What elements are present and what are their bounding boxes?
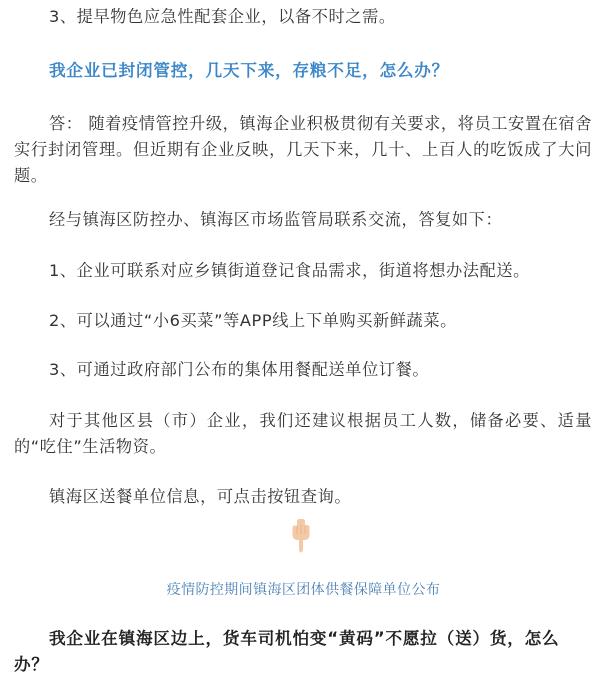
- prepare-item-3: 3、提早物色应急性配套企业，以备不时之需。: [49, 7, 396, 26]
- pointing-down-hand-icon: [289, 519, 313, 553]
- answer-item-1: 1、企业可联系对应乡镇街道登记食品需求，街道将想办法配送。: [49, 261, 530, 280]
- answer-item-2: 2、可以通过“小6买菜”等APP线上下单购买新鲜蔬菜。: [49, 311, 457, 330]
- answer-contact-paragraph: 经与镇海区防控办、镇海区市场监管局联系交流，答复如下：: [49, 210, 503, 229]
- answer-intro-paragraph: 答： 随着疫情管控升级，镇海企业积极贯彻有关要求，将员工安置在宿舍实行封闭管理。但近期有企业反映，几天下来，几十、上百人的吃饭成了大问题。: [14, 114, 592, 185]
- answer-lookup-paragraph: 镇海区送餐单位信息，可点击按钮查询。: [49, 487, 352, 506]
- answer-item-3: 3、可通过政府部门公布的集体用餐配送单位订餐。: [49, 360, 430, 379]
- question-2-heading: 我企业在镇海区边上，货车司机怕变“黄码”不愿拉（送）货，怎么办？: [14, 629, 560, 674]
- catering-units-link[interactable]: 疫情防控期间镇海区团体供餐保障单位公布: [166, 582, 441, 598]
- answer-other-districts-paragraph: 对于其他区县（市）企业，我们还建议根据员工人数，储备必要、适量的“吃住”生活物资。: [14, 411, 592, 456]
- question-1-heading: 我企业已封闭管控，几天下来，存粮不足，怎么办？: [49, 61, 450, 80]
